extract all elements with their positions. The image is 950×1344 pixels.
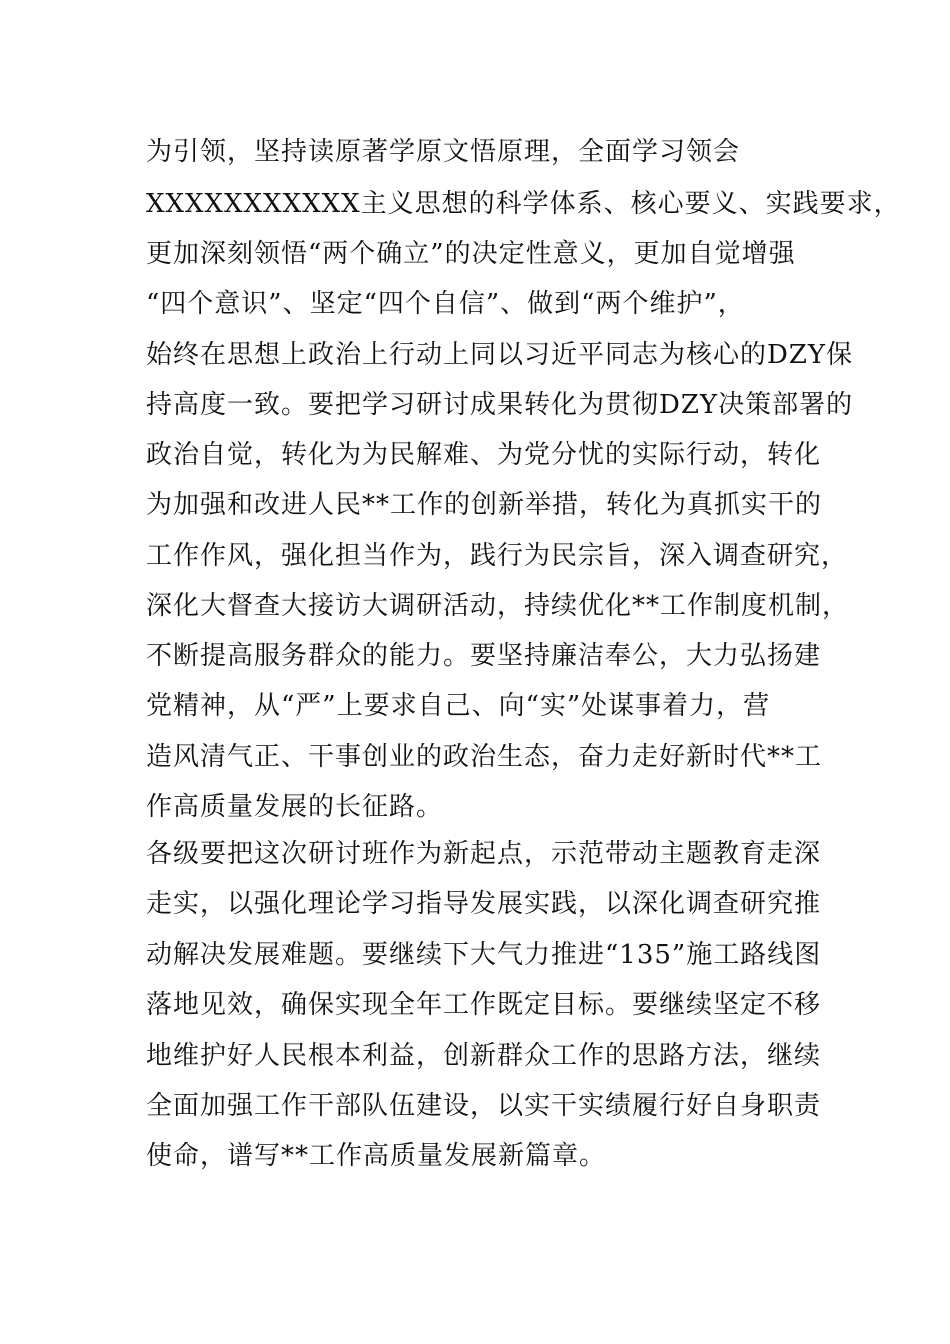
text-line: 持高度一致。要把学习研讨成果转化为贯彻DZY决策部署的 — [146, 390, 854, 420]
text-line: 始终在思想上政治上行动上同以习近平同志为核心的DZY保 — [146, 340, 854, 370]
text-line: “四个意识”、坚定“四个自信”、做到“两个维护”， — [146, 289, 745, 319]
text-line: 落地见效，确保实现全年工作既定目标。要继续坚定不移 — [146, 990, 822, 1020]
text-line: 全面加强工作干部队伍建设，以实干实绩履行好自身职责 — [146, 1091, 822, 1121]
text-line: 走实，以强化理论学习指导发展实践，以深化调查研究推 — [146, 889, 822, 919]
text-line: 造风清气正、干事创业的政治生态，奋力走好新时代**工 — [146, 742, 823, 772]
text-line: 使命，谱写**工作高质量发展新篇章。 — [146, 1141, 607, 1171]
text-line: 作高质量发展的长征路。 — [146, 792, 444, 822]
text-line: 不断提高服务群众的能力。要坚持廉洁奉公，大力弘扬建 — [146, 641, 822, 671]
text-line: 动解决发展难题。要继续下大气力推进“135”施工路线图 — [146, 940, 822, 970]
text-line: 党精神，从“严”上要求自己、向“实”处谋事着力，营 — [146, 691, 771, 721]
text-line: 工作作风，强化担当作为，践行为民宗旨，深入调查研究， — [146, 541, 849, 571]
text-line: 为加强和改进人民**工作的创新举措，转化为真抓实干的 — [146, 490, 823, 520]
text-line: 更加深刻领悟“两个确立”的决定性意义，更加自觉增强 — [146, 239, 796, 269]
text-line: 地维护好人民根本利益，创新群众工作的思路方法，继续 — [146, 1041, 822, 1071]
text-line: XXXXXXXXXXX主义思想的科学体系、核心要义、实践要求， — [146, 189, 901, 219]
text-line: 深化大督查大接访大调研活动，持续优化**工作制度机制， — [146, 591, 850, 621]
text-line: 为引领，坚持读原著学原文悟原理，全面学习领会 — [146, 137, 741, 167]
text-line: 各级要把这次研讨班作为新起点，示范带动主题教育走深 — [146, 839, 822, 869]
text-line: 政治自觉，转化为为民解难、为党分忧的实际行动，转化 — [146, 440, 822, 470]
